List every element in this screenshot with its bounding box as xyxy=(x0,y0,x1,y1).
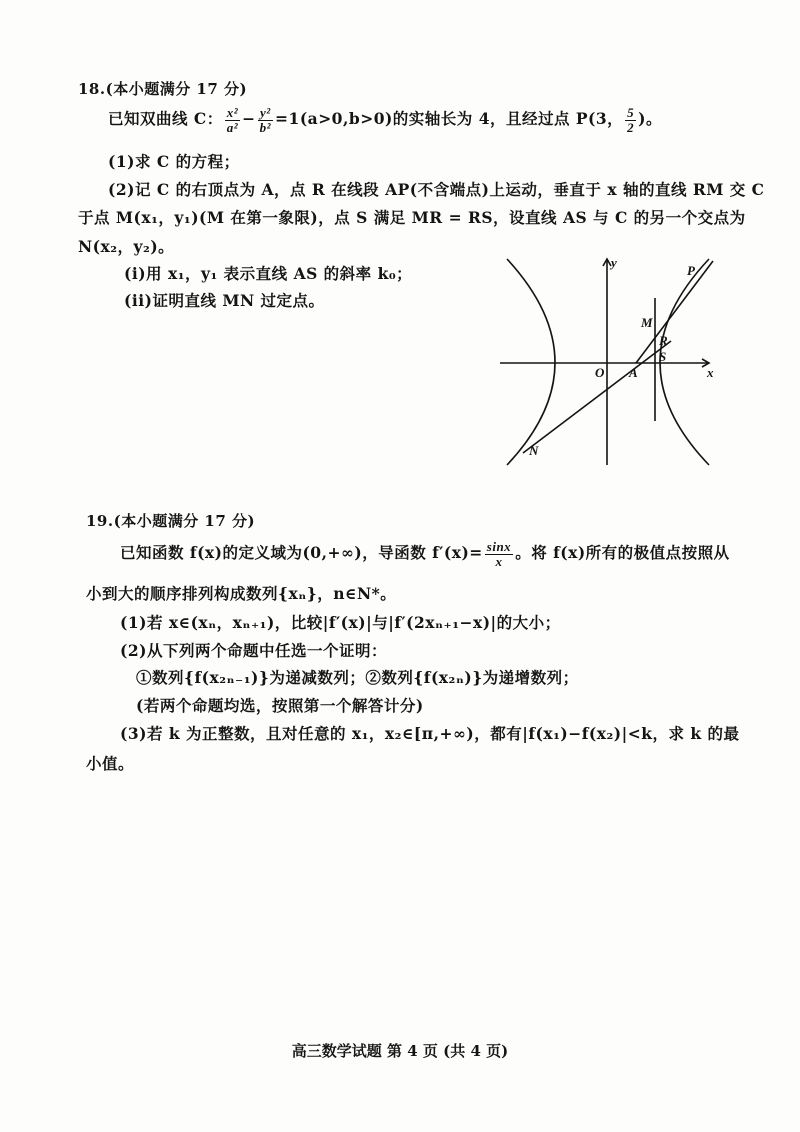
label-S: S xyxy=(659,349,667,364)
q19-part1: (1)若 x∈(xₙ，xₙ₊₁)，比较|f′(x)|与|f′(2xₙ₊₁−x)|的大小； xyxy=(120,613,561,632)
q18-frac-5-2 xyxy=(625,106,636,134)
label-M: M xyxy=(641,315,653,330)
q19-part3-line1: (3)若 k 为正整数，且对任意的 x₁，x₂∈[π,+∞)，都有|f(x₁)−f(x₂)|<k，求 k 的最 xyxy=(120,724,740,743)
frac-denominator: b² xyxy=(259,119,272,135)
line-AN xyxy=(523,341,671,453)
q18-frac-x2-a2 xyxy=(225,106,240,134)
q18-sub-ii: (ii)证明直线 MN 过定点。 xyxy=(124,291,325,310)
q18-part2-line3: N(x₂，y₂)。 xyxy=(78,237,175,256)
q19-stem-line2: 小到大的顺序排列构成数列{xₙ}，n∈N*。 xyxy=(86,584,397,603)
q19-part2: (2)从下列两个命题中任选一个证明： xyxy=(120,641,387,660)
frac-denominator: a² xyxy=(226,119,239,135)
label-O: O xyxy=(595,365,605,380)
q18-stem xyxy=(108,106,662,134)
frac-numerator: y² xyxy=(260,105,271,120)
q18-minus: − xyxy=(242,109,256,129)
q18-stem-text-b: =1(a>0,b>0)的实轴长为 4，且经过点 P(3， xyxy=(275,109,624,129)
label-y: y xyxy=(611,255,617,270)
q18-part2-line2: 于点 M(x₁，y₁)(M 在第一象限)，点 S 满足 MR = RS，设直线 AS 与 C 的另一个交点为 xyxy=(78,208,746,227)
label-A: A xyxy=(629,365,638,380)
q19-stem-text-a: 已知函数 f(x)的定义域为(0,+∞)，导函数 f′(x)= xyxy=(120,543,483,563)
q18-stem-text-c: )。 xyxy=(638,109,663,129)
frac-numerator: x² xyxy=(226,105,239,120)
frac-numerator: sinx xyxy=(486,539,512,554)
q19-stem-text-b: 。将 f(x)所有的极值点按照从 xyxy=(515,543,730,563)
q18-stem-text-a: 已知双曲线 C： xyxy=(108,109,223,129)
hyperbola-figure xyxy=(495,253,721,468)
q19-part3-line2: 小值。 xyxy=(86,754,135,773)
page-footer: 高三数学试题 第 4 页 (共 4 页) xyxy=(291,1042,509,1060)
q18-part1: (1)求 C 的方程； xyxy=(108,152,240,171)
q19-frac-sinx-x xyxy=(485,540,513,568)
label-x: x xyxy=(707,365,714,380)
hyperbola-right-branch xyxy=(660,259,709,465)
q18-header: 18.(本小题满分 17 分) xyxy=(78,80,248,98)
frac-denominator: x xyxy=(495,553,503,569)
q19-part2-note: (若两个命题均选，按照第一个解答计分) xyxy=(136,696,424,715)
label-P: P xyxy=(687,263,695,278)
q19-header: 19.(本小题满分 17 分) xyxy=(86,512,256,530)
frac-numerator: 5 xyxy=(627,105,635,120)
frac-denominator: 2 xyxy=(627,119,635,135)
q19-part2-options: ①数列{f(x₂ₙ₋₁)}为递减数列；②数列{f(x₂ₙ)}为递增数列； xyxy=(136,668,579,687)
q19-stem xyxy=(120,540,730,568)
q18-frac-y2-b2 xyxy=(258,106,273,134)
label-R: R xyxy=(659,333,668,348)
q18-part2-line1: (2)记 C 的右顶点为 A，点 R 在线段 AP(不含端点)上运动，垂直于 x 轴的直线 RM 交 C xyxy=(108,180,765,199)
line-AP xyxy=(636,261,713,363)
q18-sub-i: (i)用 x₁，y₁ 表示直线 AS 的斜率 k₀； xyxy=(124,264,413,283)
label-N: N xyxy=(529,443,539,458)
